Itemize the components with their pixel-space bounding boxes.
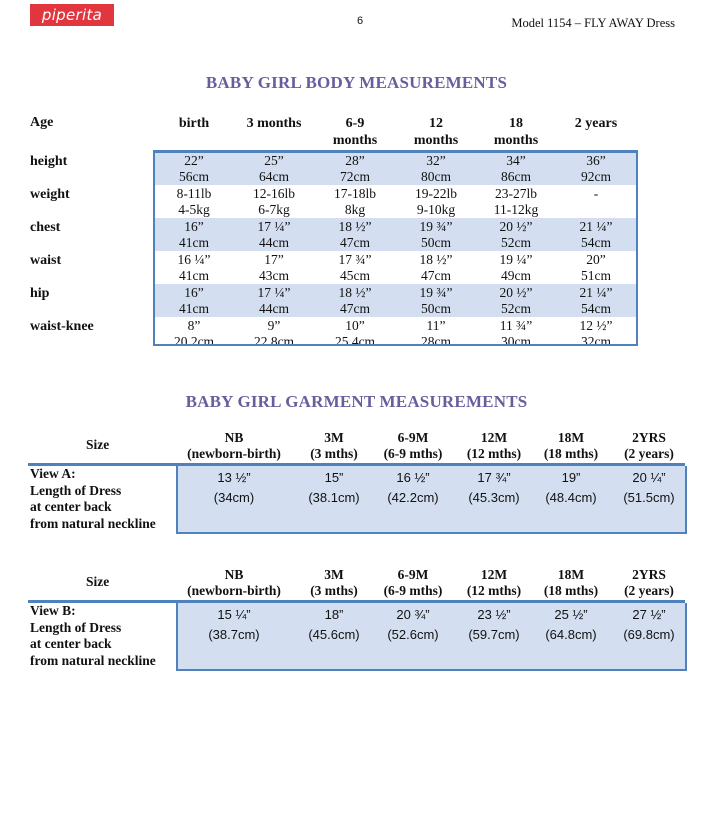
table-cell: 25” 64cm xyxy=(259,153,289,184)
body-measurements-table xyxy=(28,113,640,349)
garment-table-header xyxy=(28,567,685,600)
table-cell: 36” 92cm xyxy=(581,153,611,184)
table-cell: 13 ½” (34cm) xyxy=(213,470,255,505)
brand-logo xyxy=(30,4,114,26)
table-cell: 23 ½” (59.7cm) xyxy=(468,607,520,642)
table-cell: 28” 72cm xyxy=(340,153,370,184)
table-cell: 16” 41cm xyxy=(179,219,209,250)
col-header: 2YRS (2 years) xyxy=(624,430,674,461)
row-label: waist-knee xyxy=(30,319,94,334)
row-label: weight xyxy=(30,187,70,202)
table-cell: 32” 80cm xyxy=(421,153,451,184)
col-header: 6-9 months xyxy=(332,116,378,148)
size-header: Size xyxy=(86,437,110,452)
table-cell: 17 ¾” 45cm xyxy=(338,252,372,283)
row-label: hip xyxy=(30,286,50,301)
table-cell: 12 ½” 32cm xyxy=(579,318,613,349)
view-a-label: View A: Length of Dress at center back from natural neckline xyxy=(30,466,156,531)
table-cell: 20 ¼” (51.5cm) xyxy=(623,470,675,505)
table-cell: 20 ¾” (52.6cm) xyxy=(387,607,439,642)
table-cell: 16 ¼” 41cm xyxy=(177,252,211,283)
body-table-frame xyxy=(153,150,638,346)
logo-text: piperita xyxy=(41,6,103,24)
table-cell: 19 ¾” 50cm xyxy=(419,219,453,250)
row-label: height xyxy=(30,154,68,169)
garment-table-view-b xyxy=(28,567,685,668)
table-cell: 17” 43cm xyxy=(259,252,289,283)
table-cell: 10” 25.4cm xyxy=(334,318,376,349)
col-header: 2 years xyxy=(574,116,618,131)
col-header: 12 months xyxy=(413,116,459,148)
table-cell: 16 ½” (42.2cm) xyxy=(387,470,439,505)
size-header: Size xyxy=(86,574,110,589)
table-cell: 11” 28cm xyxy=(421,318,451,349)
col-header: NB (newborn-birth) xyxy=(187,430,281,461)
row-label: waist xyxy=(30,253,62,268)
table-cell: 21 ¼” 54cm xyxy=(579,285,613,316)
age-header: Age xyxy=(30,115,54,130)
table-cell: - xyxy=(593,186,599,201)
col-header: birth xyxy=(178,116,210,131)
col-header: 18 months xyxy=(493,116,539,148)
row-label: chest xyxy=(30,220,61,235)
table-cell: 17 ¼” 44cm xyxy=(257,219,291,250)
table-cell: 17 ¼” 44cm xyxy=(257,285,291,316)
table-cell: 9” 22.8cm xyxy=(253,318,295,349)
table-cell: 18 ½” 47cm xyxy=(338,285,372,316)
table-cell: 20 ½” 52cm xyxy=(499,285,533,316)
col-header: 3M (3 mths) xyxy=(310,567,358,598)
table-cell: 15 ¼” (38.7cm) xyxy=(208,607,260,642)
col-header: 12M (12 mths) xyxy=(466,567,522,598)
col-header: 18M (18 mths) xyxy=(543,567,599,598)
table-cell: 20” 51cm xyxy=(581,252,611,283)
col-header: 18M (18 mths) xyxy=(543,430,599,461)
table-cell: 11 ¾” 30cm xyxy=(499,318,533,349)
table-cell: 27 ½” (69.8cm) xyxy=(623,607,675,642)
garment-table-view-a xyxy=(28,430,685,531)
table-cell: 19 ¼” 49cm xyxy=(499,252,533,283)
table-cell: 19 ¾” 50cm xyxy=(419,285,453,316)
table-cell: 18 ½” 47cm xyxy=(419,252,453,283)
body-measurements-title: BABY GIRL BODY MEASUREMENTS xyxy=(205,73,508,92)
col-header: 12M (12 mths) xyxy=(466,430,522,461)
col-header: 6-9M (6-9 mths) xyxy=(383,430,443,461)
table-cell: 23-27lb 11-12kg xyxy=(493,186,539,217)
col-header: 2YRS (2 years) xyxy=(624,567,674,598)
garment-table-header xyxy=(28,430,685,463)
table-cell: 25 ½” (64.8cm) xyxy=(545,607,597,642)
model-title: Model 1154 – FLY AWAY Dress xyxy=(511,16,675,30)
col-header: NB (newborn-birth) xyxy=(187,567,281,598)
table-cell: 12-16lb 6-7kg xyxy=(253,186,295,217)
table-cell: 8-11lb 4-5kg xyxy=(176,186,212,217)
table-cell: 21 ¼” 54cm xyxy=(579,219,613,250)
table-cell: 17 ¾” (45.3cm) xyxy=(468,470,520,505)
col-header: 6-9M (6-9 mths) xyxy=(383,567,443,598)
col-header: 3M (3 mths) xyxy=(310,430,358,461)
table-cell: 17-18lb 8kg xyxy=(334,186,376,217)
garment-measurements-title: BABY GIRL GARMENT MEASUREMENTS xyxy=(185,392,528,411)
table-cell: 22” 56cm xyxy=(179,153,209,184)
table-cell: 19-22lb 9-10kg xyxy=(415,186,457,217)
table-cell: 19” (48.4cm) xyxy=(545,470,597,505)
body-table-header xyxy=(28,113,640,150)
table-cell: 34” 86cm xyxy=(501,153,531,184)
view-b-label: View B: Length of Dress at center back from natural neckline xyxy=(30,603,156,668)
table-cell: 15” (38.1cm) xyxy=(308,470,360,505)
page-number: 6 xyxy=(357,15,364,27)
table-cell: 18” (45.6cm) xyxy=(308,607,360,642)
col-header: 3 months xyxy=(246,116,302,131)
table-cell: 18 ½” 47cm xyxy=(338,219,372,250)
table-cell: 16” 41cm xyxy=(179,285,209,316)
table-cell: 20 ½” 52cm xyxy=(499,219,533,250)
table-cell: 8” 20.2cm xyxy=(173,318,215,349)
